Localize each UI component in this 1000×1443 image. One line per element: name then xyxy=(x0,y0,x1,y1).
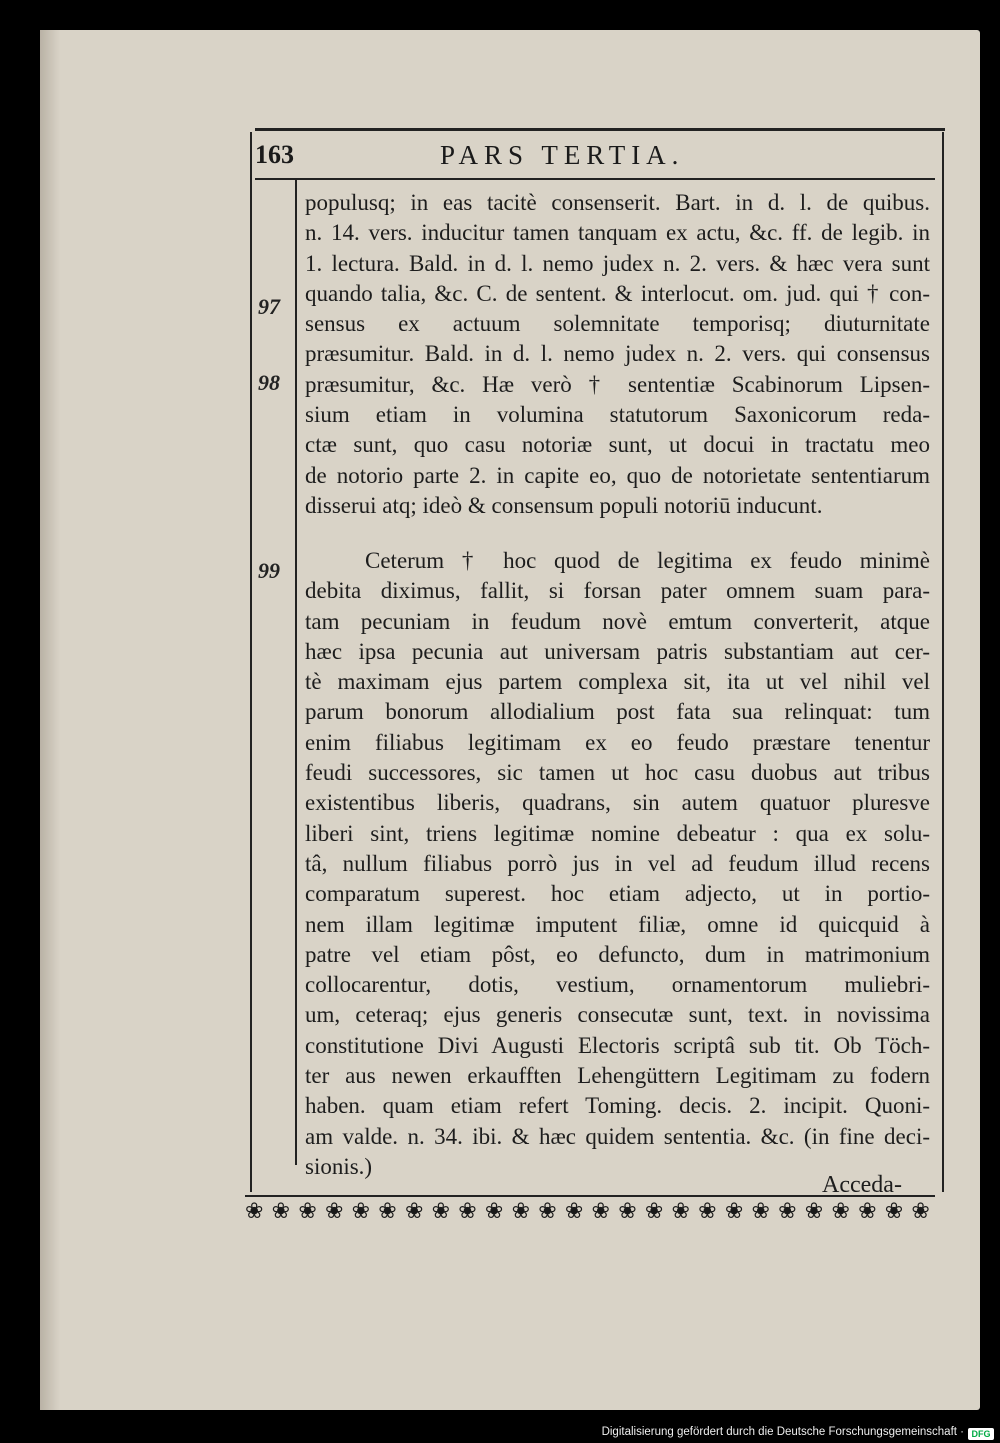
top-rule xyxy=(255,128,945,131)
footer-credit: Digitalisierung gefördert durch die Deutsche Forschungsgemeinschaft · xyxy=(601,1426,964,1438)
text-line: de notorio parte 2. in capite eo, quo de notorietate sententiarum xyxy=(305,462,930,488)
text-line: constitutione Divi Augusti Electoris scriptâ sub tit. Ob Töch- xyxy=(305,1032,930,1058)
margin-number-99: 99 xyxy=(258,558,280,583)
ornament-flower: ❀ xyxy=(538,1199,557,1223)
header-underline xyxy=(255,178,935,180)
ornament-flower: ❀ xyxy=(458,1199,477,1223)
paragraph-1 xyxy=(305,188,930,521)
ornament-flower: ❀ xyxy=(778,1199,797,1223)
text-line: patre vel etiam pôst, eo defuncto, dum in matrimonium xyxy=(305,941,930,967)
text-line: disserui atq; ideò & consensum populi notoriū inducunt. xyxy=(305,492,823,518)
ornament-flower: ❀ xyxy=(911,1199,930,1223)
ornament-flower: ❀ xyxy=(804,1199,824,1223)
ornamental-border xyxy=(245,1199,930,1223)
text-line: Ceterum † hoc quod de legitima ex feudo minimè xyxy=(365,548,930,573)
text-line: collocarentur, dotis, vestium, ornamentorum muliebri- xyxy=(305,972,930,998)
page-gutter-shadow xyxy=(40,30,60,1410)
ornament-flower: ❀ xyxy=(404,1199,424,1223)
ornament-flower: ❀ xyxy=(671,1199,690,1223)
ornament-flower: ❀ xyxy=(298,1199,317,1223)
text-line: ctæ sunt, quo casu notoriæ sunt, ut docui in tractatu meo xyxy=(305,432,930,458)
text-line: 1. lectura. Bald. in d. l. nemo judex n. 2. vers. & hæc vera sunt xyxy=(305,250,930,276)
text-line: sionis.) xyxy=(305,1153,373,1179)
text-line: quando talia, &c. C. de sentent. & interlocut. om. jud. qui † con- xyxy=(305,280,930,306)
text-line: ter aus newen erkaufften Lehengüttern Legitimam zu fodern xyxy=(305,1063,930,1089)
text-line: sensus ex actuum solemnitate temporisq; diuturnitate xyxy=(305,311,930,337)
text-line: parum bonorum allodialium post fata sua relinquat: tum xyxy=(305,699,930,725)
ornament-flower: ❀ xyxy=(324,1199,344,1223)
ornament-flower: ❀ xyxy=(351,1199,371,1223)
ornament-flower: ❀ xyxy=(431,1199,451,1223)
text-line: sium etiam in volumina statutorum Saxonicorum reda- xyxy=(305,402,930,428)
text-line: præsumitur. Bald. in d. l. nemo judex n. 2. vers. qui consensus xyxy=(305,341,930,367)
text-line: debita diximus, fallit, si forsan pater omnem suam para- xyxy=(305,578,930,604)
text-line: tâ, nullum filiabus porrò jus in vel ad feudum illud recens xyxy=(305,850,930,876)
text-line: feudi successores, sic tamen ut hoc casu duobus aut tribus xyxy=(305,760,930,786)
ornament-flower: ❀ xyxy=(751,1199,770,1223)
text-line: enim filiabus legitimam ex eo feudo præstare tenentur xyxy=(305,729,930,755)
text-line: existentibus liberis, quadrans, sin autem quatuor pluresve xyxy=(305,790,930,816)
left-margin-rule xyxy=(250,132,252,1192)
text-line: nem illam legitimæ imputent filiæ, omne id quicquid à xyxy=(305,911,930,937)
text-line: liberi sint, triens legitimæ nomine debeatur : qua ex solu- xyxy=(305,820,930,846)
text-line: hæc ipsa pecunia aut universam patris substantiam aut cer- xyxy=(305,638,930,664)
dfg-logo: DFG xyxy=(968,1428,994,1440)
text-line: præsumitur, &c. Hæ verò † sententiæ Scabinorum Lipsen- xyxy=(305,371,930,397)
text-line: haben. quam etiam refert Toming. decis. 2. incipit. Quoni- xyxy=(305,1093,930,1119)
paragraph-2 xyxy=(305,546,930,1182)
ornament-flower: ❀ xyxy=(724,1199,744,1223)
text-line: tam pecuniam in feudum novè emtum converterit, atque xyxy=(305,608,930,634)
catchword: Acceda- xyxy=(822,1172,902,1198)
ornament-flower: ❀ xyxy=(511,1199,530,1223)
ornament-flower: ❀ xyxy=(831,1199,850,1223)
ornament-flower: ❀ xyxy=(591,1199,610,1223)
text-line: am valde. n. 34. ibi. & hæc quidem sententia. &c. (in fine deci- xyxy=(305,1123,930,1149)
margin-number-97: 97 xyxy=(258,294,280,319)
ornament-flower: ❀ xyxy=(484,1199,504,1223)
ornament-flower: ❀ xyxy=(564,1199,584,1223)
ornament-flower: ❀ xyxy=(884,1199,904,1223)
margin-number-98: 98 xyxy=(258,370,280,395)
left-margin-rule-inner xyxy=(295,180,297,1165)
text-line: populusq; in eas tacitè consenserit. Bart. in d. l. de quibus. xyxy=(305,190,930,215)
text-line: n. 14. vers. inducitur tamen tanquam ex actu, &c. ff. de legib. in xyxy=(305,220,930,246)
ornament-flower: ❀ xyxy=(858,1199,877,1223)
ornament-flower: ❀ xyxy=(245,1199,264,1223)
page-number: 163 xyxy=(255,140,294,169)
ornament-flower: ❀ xyxy=(271,1199,291,1223)
running-title: PARS TERTIA. xyxy=(440,140,685,170)
ornament-flower: ❀ xyxy=(618,1199,637,1223)
ornament-flower: ❀ xyxy=(644,1199,664,1223)
ornament-flower: ❀ xyxy=(378,1199,397,1223)
text-line: comparatum superest. hoc etiam adjecto, ut in portio- xyxy=(305,881,930,907)
text-line: tè maximam ejus partem complexa sit, ita ut vel nihil vel xyxy=(305,669,930,695)
text-line: um, ceteraq; ejus generis consecutæ sunt, text. in novissima xyxy=(305,1002,930,1028)
right-margin-rule xyxy=(942,132,944,1192)
ornament-flower: ❀ xyxy=(698,1199,717,1223)
